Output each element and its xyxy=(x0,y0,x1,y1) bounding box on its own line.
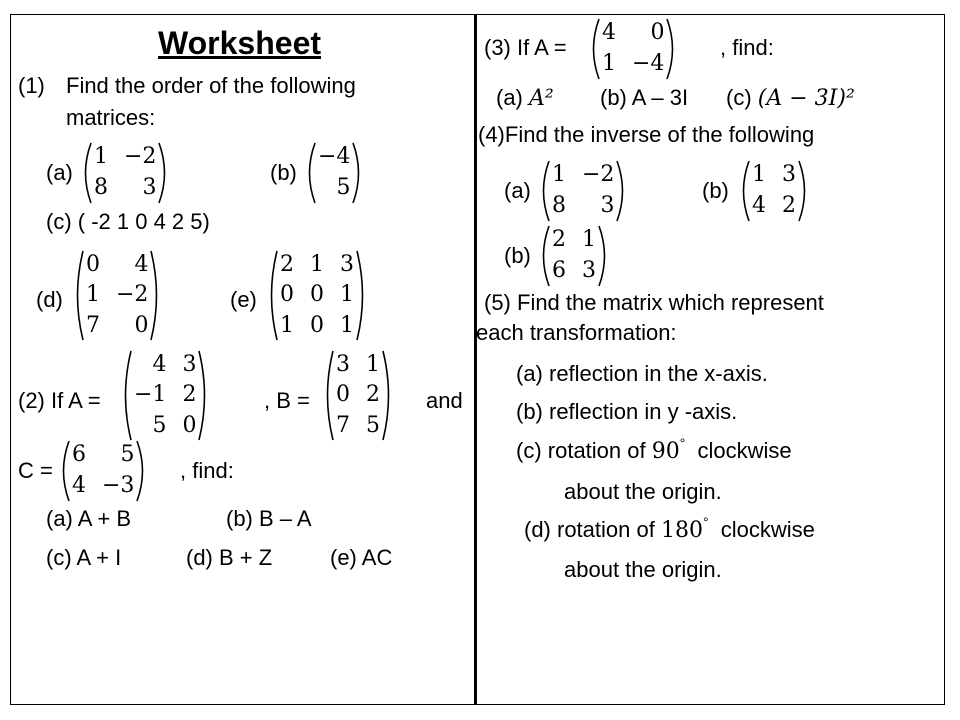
q3-part-b: (b) A – 3I xyxy=(600,85,689,110)
right-paren xyxy=(598,225,608,287)
matrix-grid xyxy=(316,142,352,204)
matrix-cell: 0 xyxy=(336,382,350,408)
q5-part-c-suffix: clockwise xyxy=(697,438,792,463)
q5-part-d-angle: 180 xyxy=(660,518,703,543)
q4-heading: (4)Find the inverse of the following xyxy=(478,122,815,147)
q5-part-d-suffix: clockwise xyxy=(720,517,815,542)
matrix-grid xyxy=(84,250,150,341)
q5-part-c-line2: about the origin. xyxy=(564,479,722,504)
right-paren xyxy=(382,350,392,441)
matrix-cell: 4 xyxy=(752,193,766,218)
q2-part-a: (a) A + B xyxy=(46,506,131,531)
matrix-cell: 1 xyxy=(280,312,294,338)
matrix-cell: 7 xyxy=(86,312,100,338)
q2-part-b: (b) B – A xyxy=(226,506,312,531)
left-paren xyxy=(740,160,750,222)
matrix-cell: 5 xyxy=(152,412,167,438)
left-paren xyxy=(122,350,132,441)
matrix-cell: 4 xyxy=(152,352,167,377)
matrix-cell: −3 xyxy=(102,473,135,498)
matrix-cell: 3 xyxy=(142,175,157,200)
matrix-cell: 2 xyxy=(552,227,566,252)
q2-prefix: (2) If A = xyxy=(18,388,101,413)
page-title: Worksheet xyxy=(158,25,322,61)
matrix-cell: 5 xyxy=(366,412,380,438)
right-paren xyxy=(158,142,168,204)
q2-and: and xyxy=(426,388,463,413)
left-paren xyxy=(306,142,316,204)
q3-part-c xyxy=(726,85,855,112)
matrix-cell: −2 xyxy=(124,144,157,169)
q4b-label: (b) xyxy=(702,178,729,203)
q3-part-a xyxy=(496,85,554,112)
q5-part-c xyxy=(516,435,792,466)
q4a-matrix xyxy=(540,160,626,222)
right-paren xyxy=(666,18,676,80)
q2-matrix-c xyxy=(60,440,146,502)
matrix-cell: 1 xyxy=(552,162,566,187)
q5-line1: (5) Find the matrix which represent xyxy=(484,290,824,315)
matrix-cell: 3 xyxy=(182,352,197,377)
q5-part-a: (a) reflection in the x-axis. xyxy=(516,361,768,386)
matrix-cell: 1 xyxy=(310,252,324,277)
matrix-cell: 1 xyxy=(86,282,100,308)
matrix-cell: 7 xyxy=(336,412,350,438)
q3-part-a-label: (a) xyxy=(496,85,523,110)
q3-matrix-a xyxy=(590,18,676,80)
q1a-matrix xyxy=(82,142,168,204)
right-paren xyxy=(798,160,808,222)
q1b-label: (b) xyxy=(270,160,297,185)
q1-number: (1) xyxy=(18,73,45,98)
degree-symbol: ° xyxy=(679,435,686,451)
matrix-cell: 1 xyxy=(340,312,354,338)
q1c-text: (c) ( -2 1 0 4 2 5) xyxy=(46,209,210,234)
q2-part-c: (c) A + I xyxy=(46,545,122,570)
left-paren xyxy=(60,440,70,502)
q3-part-c-math: (A − 3I)² xyxy=(757,86,855,111)
matrix-cell: −2 xyxy=(582,162,615,187)
q4c-matrix xyxy=(540,225,608,287)
matrix-cell: 0 xyxy=(650,20,665,45)
right-paren xyxy=(356,250,366,341)
right-paren xyxy=(616,160,626,222)
matrix-grid xyxy=(334,350,382,441)
q2-part-e: (e) AC xyxy=(330,545,393,570)
matrix-cell: 1 xyxy=(340,282,354,308)
q5-part-c-angle: 90 xyxy=(651,439,680,464)
matrix-grid xyxy=(550,160,616,222)
q3-find: , find: xyxy=(720,35,774,60)
right-paren xyxy=(150,250,160,341)
left-paren xyxy=(268,250,278,341)
q1-line2: matrices: xyxy=(66,105,156,130)
q1e-matrix xyxy=(268,250,366,341)
matrix-cell: 2 xyxy=(182,382,197,408)
q1e-label: (e) xyxy=(230,287,257,312)
left-paren xyxy=(540,225,550,287)
matrix-cell: 3 xyxy=(782,162,796,187)
matrix-cell: 1 xyxy=(582,227,596,252)
q2-c-prefix: C = xyxy=(18,458,53,483)
matrix-cell: 8 xyxy=(94,175,108,200)
matrix-cell: 1 xyxy=(366,352,380,377)
q1d-label: (d) xyxy=(36,287,63,312)
matrix-cell: 0 xyxy=(310,312,324,338)
q1-line1: Find the order of the following xyxy=(66,73,356,98)
matrix-cell: 2 xyxy=(280,252,294,277)
q2-matrix-b xyxy=(324,350,392,441)
q3-prefix: (3) If A = xyxy=(484,35,567,60)
q5-part-c-prefix: (c) rotation of xyxy=(516,438,646,463)
matrix-cell: 8 xyxy=(552,193,566,218)
q5-part-d-prefix: (d) rotation of xyxy=(524,517,655,542)
matrix-cell: 0 xyxy=(310,282,324,308)
left-paren xyxy=(590,18,600,80)
matrix-cell: 6 xyxy=(72,442,86,467)
matrix-grid xyxy=(92,142,158,204)
degree-symbol: ° xyxy=(702,514,709,530)
matrix-cell: 3 xyxy=(600,193,615,218)
matrix-cell: 4 xyxy=(134,252,149,277)
matrix-cell: 1 xyxy=(752,162,766,187)
matrix-cell: 4 xyxy=(72,473,86,498)
right-paren xyxy=(352,142,362,204)
matrix-cell: 0 xyxy=(280,282,294,308)
q3-part-c-label: (c) xyxy=(726,85,752,110)
q4c-label: (b) xyxy=(504,243,531,268)
matrix-cell: −4 xyxy=(318,144,351,169)
matrix-cell: 0 xyxy=(86,252,100,277)
q4a-label: (a) xyxy=(504,178,531,203)
matrix-cell: −1 xyxy=(134,382,167,408)
left-paren xyxy=(540,160,550,222)
q5-part-d-line2: about the origin. xyxy=(564,557,722,582)
matrix-cell: −4 xyxy=(632,51,665,76)
q1a-label: (a) xyxy=(46,160,73,185)
matrix-grid xyxy=(278,250,356,341)
right-paren xyxy=(136,440,146,502)
q3-part-a-math: A² xyxy=(529,86,554,111)
matrix-grid xyxy=(70,440,136,502)
matrix-cell: 0 xyxy=(134,312,149,338)
matrix-cell: 3 xyxy=(340,252,354,277)
q5-part-d xyxy=(524,514,815,545)
column-divider xyxy=(474,14,477,705)
matrix-cell: 1 xyxy=(94,144,108,169)
matrix-cell: −2 xyxy=(116,282,149,308)
matrix-cell: 3 xyxy=(582,258,596,283)
q2-part-d: (d) B + Z xyxy=(186,545,273,570)
right-paren xyxy=(198,350,208,441)
matrix-grid xyxy=(750,160,798,222)
matrix-grid xyxy=(132,350,198,441)
left-paren xyxy=(324,350,334,441)
q5-part-b: (b) reflection in y -axis. xyxy=(516,399,738,424)
q2-b-text: , B = xyxy=(264,388,310,413)
matrix-grid xyxy=(600,18,666,80)
q4b-matrix xyxy=(740,160,808,222)
left-paren xyxy=(74,250,84,341)
matrix-cell: 4 xyxy=(602,20,616,45)
matrix-cell: 5 xyxy=(336,175,351,200)
matrix-cell: 6 xyxy=(552,258,566,283)
q1b-matrix xyxy=(306,142,362,204)
matrix-cell: 5 xyxy=(120,442,135,467)
matrix-cell: 3 xyxy=(336,352,350,377)
q2-find: , find: xyxy=(180,458,234,483)
matrix-grid xyxy=(550,225,598,287)
q5-line2: each transformation: xyxy=(476,320,677,345)
q1d-matrix xyxy=(74,250,160,341)
matrix-cell: 1 xyxy=(602,51,616,76)
matrix-cell: 0 xyxy=(182,412,197,438)
matrix-cell: 2 xyxy=(366,382,380,408)
matrix-cell: 2 xyxy=(782,193,796,218)
q2-matrix-a xyxy=(122,350,208,441)
left-paren xyxy=(82,142,92,204)
